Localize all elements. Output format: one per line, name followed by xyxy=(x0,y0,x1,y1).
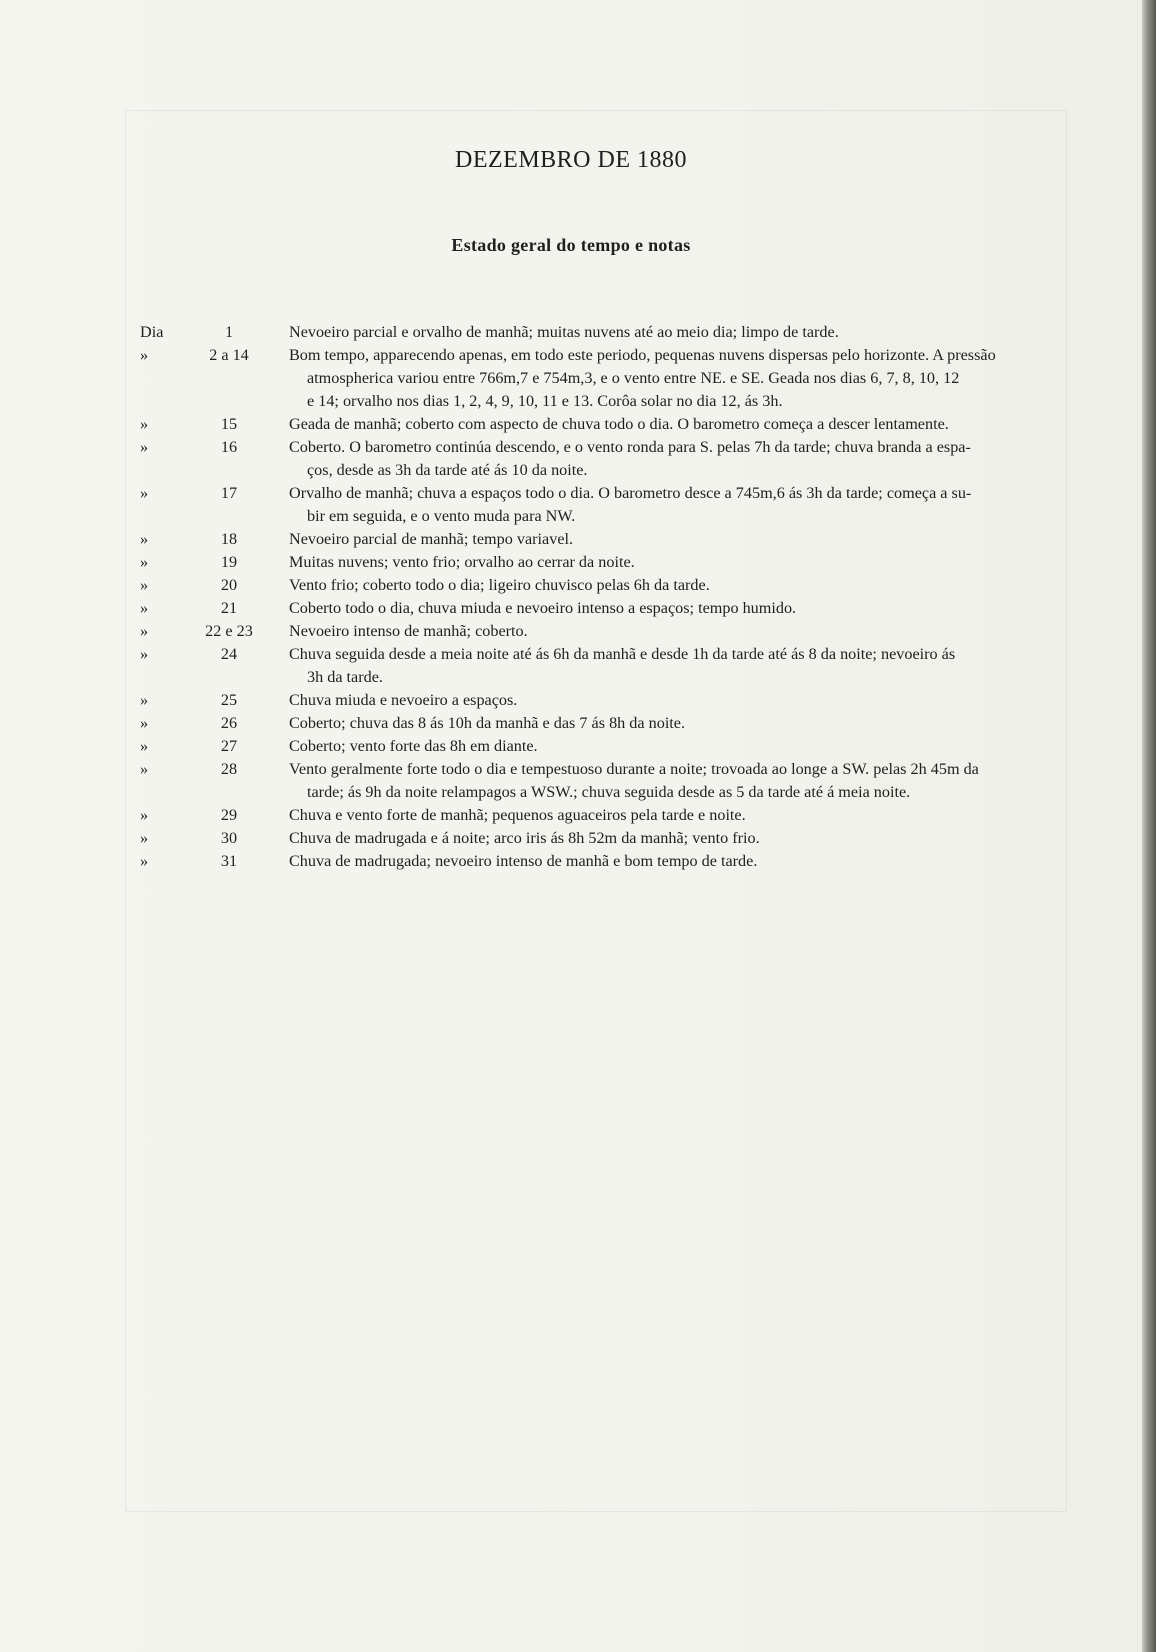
entry-text xyxy=(289,597,1083,620)
ditto-mark: » xyxy=(140,714,149,732)
entry-text xyxy=(289,436,1083,482)
day-entry xyxy=(0,689,1100,712)
ditto-mark: » xyxy=(140,599,149,617)
day-entry xyxy=(0,413,1100,436)
day-number: 22 e 23 xyxy=(205,622,253,640)
section-subtitle: Estado geral do tempo e notas xyxy=(451,235,691,255)
ditto-mark: » xyxy=(140,576,149,594)
entry-line: Nevoeiro intenso de manhã; coberto. xyxy=(289,622,528,640)
day-number: 18 xyxy=(220,530,238,548)
entry-line: atmospherica variou entre 766m,7 e 754m,3, e o vento entre NE. e SE. Geada nos dias 6, 7, 8, 10, 12 xyxy=(307,369,960,387)
day-entry xyxy=(0,620,1100,643)
entry-line: Chuva de madrugada; nevoeiro intenso de manhã e bom tempo de tarde. xyxy=(289,852,758,870)
day-entry xyxy=(0,482,1100,528)
entry-line: ços, desde as 3h da tarde até ás 10 da noite. xyxy=(307,461,588,479)
day-entry xyxy=(0,804,1100,827)
day-entry xyxy=(0,758,1100,804)
day-number: 28 xyxy=(220,760,238,778)
page-title: DEZEMBRO DE 1880 xyxy=(455,147,687,173)
day-entry xyxy=(0,597,1100,620)
entry-text xyxy=(289,804,1083,827)
entry-line: Nevoeiro parcial e orvalho de manhã; muitas nuvens até ao meio dia; limpo de tarde. xyxy=(289,323,839,341)
day-entry xyxy=(0,436,1100,482)
ditto-mark: » xyxy=(140,829,149,847)
day-number: 21 xyxy=(220,599,238,617)
day-entry xyxy=(0,574,1100,597)
day-number: 31 xyxy=(220,852,238,870)
entry-text xyxy=(289,344,1083,413)
day-entry xyxy=(0,827,1100,850)
entry-line: Bom tempo, apparecendo apenas, em todo este periodo, pequenas nuvens dispersas pelo horizonte. A pressão xyxy=(289,346,996,364)
entry-line: Chuva de madrugada e á noite; arco iris ás 8h 52m da manhã; vento frio. xyxy=(289,829,760,847)
ditto-mark: » xyxy=(140,645,149,663)
entry-text xyxy=(289,551,1083,574)
ditto-mark: » xyxy=(140,737,149,755)
day-number: 2 a 14 xyxy=(209,346,249,364)
entry-line: Chuva e vento forte de manhã; pequenos aguaceiros pela tarde e noite. xyxy=(289,806,746,824)
ditto-mark: Dia xyxy=(140,323,164,341)
day-number: 27 xyxy=(220,737,238,755)
day-entry xyxy=(0,551,1100,574)
entry-line: Vento geralmente forte todo o dia e tempestuoso durante a noite; trovoada ao longe a SW. pelas 2h 45m da xyxy=(289,760,979,778)
entry-text xyxy=(289,620,1083,643)
weather-notes-list xyxy=(0,321,1100,873)
entry-line: Vento frio; coberto todo o dia; ligeiro chuvisco pelas 6h da tarde. xyxy=(289,576,710,594)
day-entry xyxy=(0,850,1100,873)
entry-text xyxy=(289,528,1083,551)
entry-line: Coberto. O barometro continúa descendo, e o vento ronda para S. pelas 7h da tarde; chuva branda a espa- xyxy=(289,438,971,456)
day-number: 20 xyxy=(220,576,238,594)
entry-line: Coberto; chuva das 8 ás 10h da manhã e das 7 ás 8h da noite. xyxy=(289,714,686,732)
entry-text xyxy=(289,643,1083,689)
day-number: 16 xyxy=(220,438,238,456)
entry-text xyxy=(289,689,1083,712)
ditto-mark: » xyxy=(140,484,149,502)
day-number: 19 xyxy=(220,553,238,571)
ditto-mark: » xyxy=(140,530,149,548)
day-number: 30 xyxy=(220,829,238,847)
entry-line: Coberto; vento forte das 8h em diante. xyxy=(289,737,538,755)
day-entry xyxy=(0,344,1100,413)
entry-line: e 14; orvalho nos dias 1, 2, 4, 9, 10, 11 e 13. Corôa solar no dia 12, ás 3h. xyxy=(307,392,783,410)
entry-text xyxy=(289,413,1083,436)
entry-line: bir em seguida, e o vento muda para NW. xyxy=(307,507,576,525)
day-number: 17 xyxy=(220,484,238,502)
ditto-mark: » xyxy=(140,760,149,778)
ditto-mark: » xyxy=(140,622,149,640)
entry-text xyxy=(289,712,1083,735)
entry-line: Muitas nuvens; vento frio; orvalho ao cerrar da noite. xyxy=(289,553,635,571)
entry-line: Coberto todo o dia, chuva miuda e nevoeiro intenso a espaços; tempo humido. xyxy=(289,599,797,617)
entry-line: Chuva seguida desde a meia noite até ás 6h da manhã e desde 1h da tarde até ás 8 da noite; nevoeiro ás xyxy=(289,645,956,663)
day-number: 1 xyxy=(224,323,234,341)
ditto-mark: » xyxy=(140,691,149,709)
entry-line: Nevoeiro parcial de manhã; tempo variavel. xyxy=(289,530,574,548)
day-number: 29 xyxy=(220,806,238,824)
entry-line: Geada de manhã; coberto com aspecto de chuva todo o dia. O barometro começa a descer lentamente. xyxy=(289,415,949,433)
entry-text xyxy=(289,850,1083,873)
entry-text xyxy=(289,482,1083,528)
entry-text xyxy=(289,758,1083,804)
entry-line: Chuva miuda e nevoeiro a espaços. xyxy=(289,691,518,709)
ditto-mark: » xyxy=(140,415,149,433)
day-entry xyxy=(0,735,1100,758)
ditto-mark: » xyxy=(140,852,149,870)
entry-line: 3h da tarde. xyxy=(307,668,383,686)
day-entry xyxy=(0,712,1100,735)
ditto-mark: » xyxy=(140,553,149,571)
entry-line: Orvalho de manhã; chuva a espaços todo o dia. O barometro desce a 745m,6 ás 3h da tarde; começa a su- xyxy=(289,484,972,502)
ditto-mark: » xyxy=(140,438,149,456)
ditto-mark: » xyxy=(140,346,149,364)
day-number: 24 xyxy=(220,645,238,663)
entry-text xyxy=(289,574,1083,597)
day-number: 26 xyxy=(220,714,238,732)
book-spine-edge xyxy=(1142,0,1156,1652)
day-entry xyxy=(0,321,1100,344)
entry-text xyxy=(289,321,1083,344)
entry-text xyxy=(289,735,1083,758)
entry-line: tarde; ás 9h da noite relampagos a WSW.; chuva seguida desde as 5 da tarde até á meia noite. xyxy=(307,783,911,801)
day-number: 25 xyxy=(220,691,238,709)
day-entry xyxy=(0,528,1100,551)
day-number: 15 xyxy=(220,415,238,433)
day-entry xyxy=(0,643,1100,689)
ditto-mark: » xyxy=(140,806,149,824)
entry-text xyxy=(289,827,1083,850)
